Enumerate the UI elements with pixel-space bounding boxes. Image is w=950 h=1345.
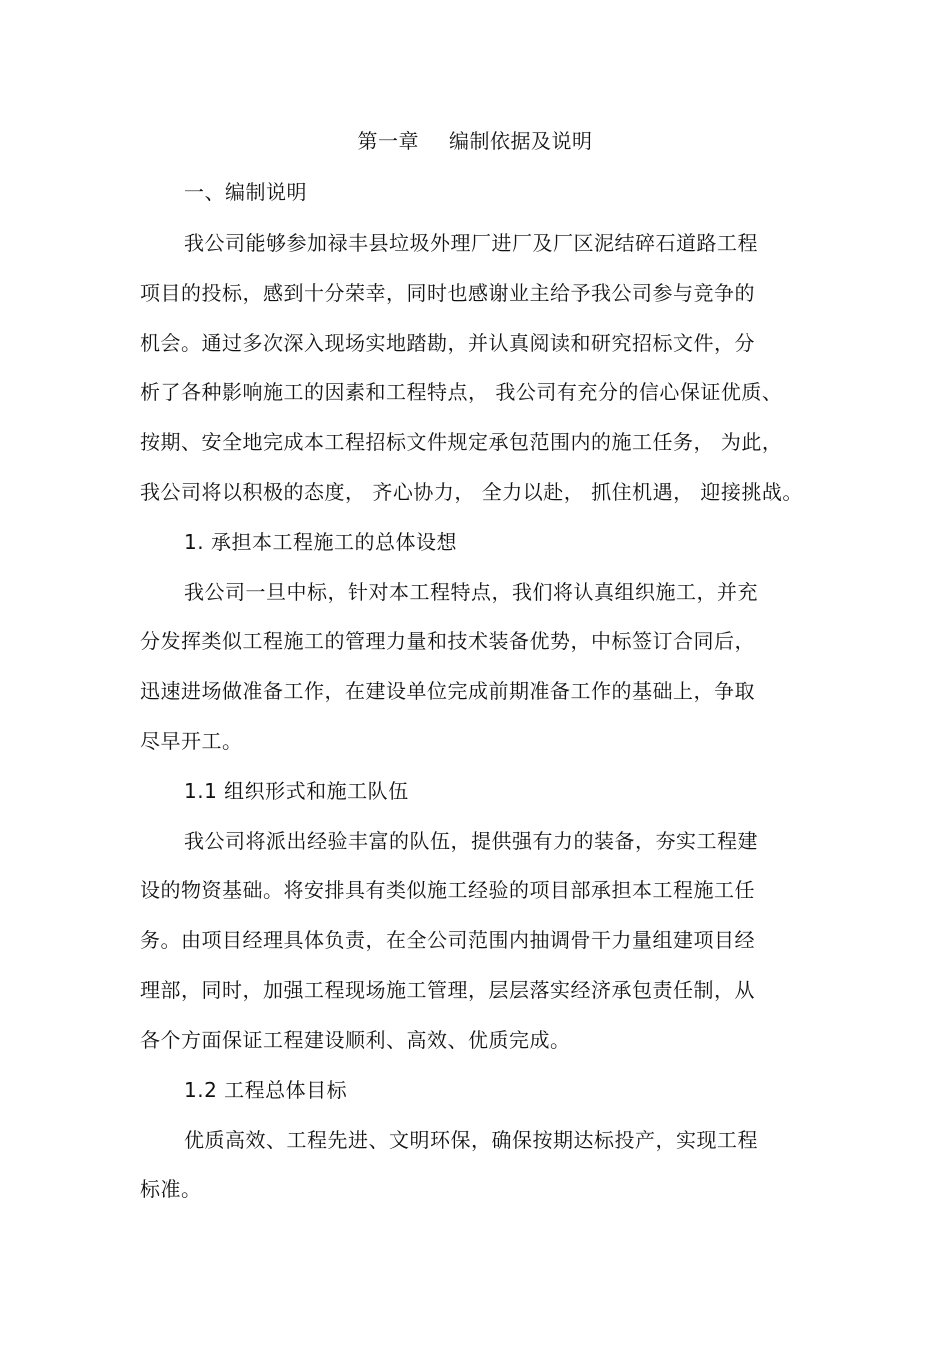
paragraph-line: 我公司将以积极的态度， 齐心协力， 全力以赴， 抓住机遇， 迎接挑战。 [140,480,803,504]
paragraph-line: 各个方面保证工程建设顺利、高效、优质完成。 [140,1028,571,1052]
paragraph-line: 理部，同时，加强工程现场施工管理，层层落实经济承包责任制，从 [140,978,755,1002]
chapter-name: 编制依据及说明 [449,129,593,153]
paragraph-line: 尽早开工。 [140,729,243,753]
paragraph-line: 析了各种影响施工的因素和工程特点， 我公司有充分的信心保证优质、 [140,380,783,404]
paragraph-line: 迅速进场做准备工作，在建设单位完成前期准备工作的基础上，争取 [140,679,755,703]
paragraph-line: 项目的投标，感到十分荣幸，同时也感谢业主给予我公司参与竞争的 [140,281,755,305]
subsection-heading: 1.1 组织形式和施工队伍 [184,779,409,803]
chapter-title [0,127,950,155]
subsection-heading: 1.2 工程总体目标 [184,1078,348,1102]
subsection-heading: 1. 承担本工程施工的总体设想 [184,530,457,554]
paragraph-line: 我公司能够参加禄丰县垃圾外理厂进厂及厂区泥结碎石道路工程 [184,231,758,255]
paragraph-line: 机会。通过多次深入现场实地踏勘，并认真阅读和研究招标文件，分 [140,331,755,355]
paragraph-line: 我公司一旦中标，针对本工程特点，我们将认真组织施工，并充 [184,580,758,604]
paragraph-line: 按期、安全地完成本工程招标文件规定承包范围内的施工任务， 为此， [140,430,783,454]
paragraph-line: 设的物资基础。将安排具有类似施工经验的项目部承担本工程施工任 [140,878,755,902]
section-heading: 一、编制说明 [184,180,307,204]
paragraph-line: 优质高效、工程先进、文明环保，确保按期达标投产，实现工程 [184,1128,758,1152]
paragraph-line: 标准。 [140,1177,202,1201]
paragraph-line: 我公司将派出经验丰富的队伍，提供强有力的装备，夯实工程建 [184,829,758,853]
paragraph-line: 分发挥类似工程施工的管理力量和技术装备优势，中标签订合同后， [140,629,755,653]
paragraph-line: 务。由项目经理具体负责，在全公司范围内抽调骨干力量组建项目经 [140,928,755,952]
chapter-number: 第一章 [357,129,419,153]
